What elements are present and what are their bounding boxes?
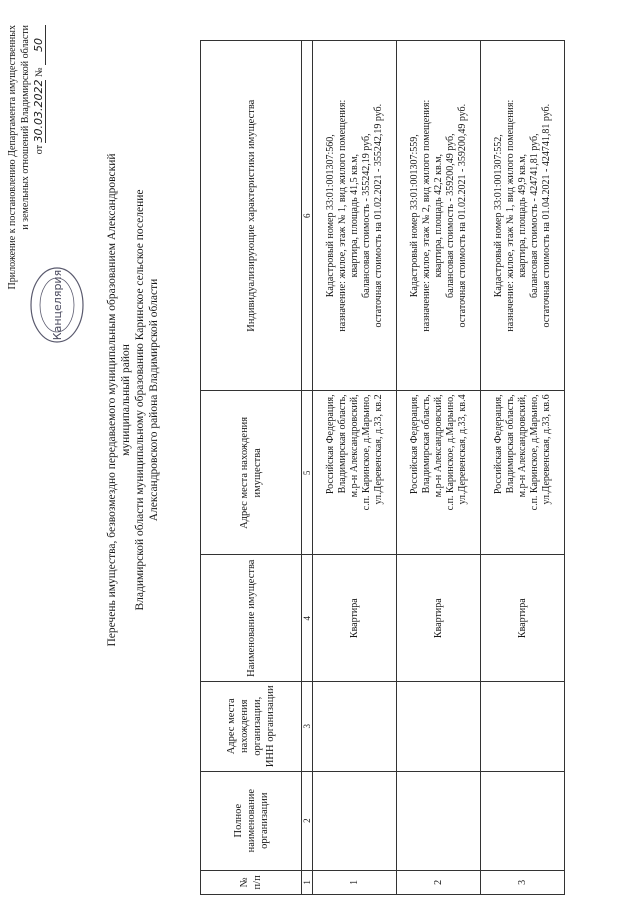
row-org-address — [481, 681, 565, 771]
address-line: ул.Деревенская, д.33, кв.6 — [540, 394, 552, 505]
column-number: 6 — [302, 41, 313, 391]
row-characteristics — [313, 41, 397, 391]
table-row — [397, 41, 481, 895]
characteristic-line: назначение: жилое, этаж № 1, вид жилого помещения: — [336, 99, 348, 332]
column-number-row — [302, 41, 313, 895]
characteristic-line: балансовая стоимость - 355242,19 руб, — [360, 133, 372, 298]
row-org-name — [481, 771, 565, 870]
row-property-address — [481, 391, 565, 555]
appendix-number-prefix: № — [34, 67, 45, 78]
row-property-address — [313, 391, 397, 555]
address-line: м.р-н Александровский, — [348, 394, 360, 498]
property-table — [200, 40, 565, 895]
header-property-address: Адрес места нахождения имущества — [201, 391, 302, 555]
title-line-3: Александровского района Владимирской области — [148, 278, 160, 522]
address-line: м.р-н Александровский, — [432, 394, 444, 498]
characteristic-line: остаточная стоимость на 01.02.2021 - 359200,49 руб. — [456, 103, 468, 328]
row-org-address — [397, 681, 481, 771]
address-line: Владимирская область, — [504, 394, 516, 494]
row-characteristics — [397, 41, 481, 391]
appendix-line-1: Приложение к постановлению Департамента имущественных — [7, 25, 18, 290]
stamp-text: Канцелярия — [51, 269, 64, 341]
characteristic-line: балансовая стоимость - 424741,81 руб, — [528, 133, 540, 298]
characteristic-line: квартира, площадь 42,2 кв.м, — [432, 153, 444, 278]
title-line-1: Перечень имущества, безвозмездно передаваемого муниципальным образованием Александровский муниципальный район — [106, 153, 132, 647]
row-property-name: Квартира — [313, 555, 397, 682]
row-property-address — [397, 391, 481, 555]
characteristic-line: остаточная стоимость на 01.04.2021 - 424741,81 руб. — [540, 103, 552, 328]
row-index: 2 — [397, 870, 481, 894]
characteristic-line: назначение: жилое, этаж № 1, вид жилого помещения: — [504, 99, 516, 332]
address-line: Российская Федерация, — [408, 394, 420, 495]
header-org-name: Полное наименование организации — [201, 771, 302, 870]
appendix-date: 30.03.2022 — [32, 79, 45, 143]
header-characteristics: Индивидуализирующие характеристики имущества — [201, 41, 302, 391]
address-line: Российская Федерация, — [492, 394, 504, 495]
appendix-date-prefix: от — [34, 145, 45, 155]
characteristic-line: назначение: жилое, этаж № 2, вид жилого помещения: — [420, 99, 432, 332]
appendix-line-2: и земельных отношений Владимирской области — [20, 25, 31, 230]
row-index: 3 — [481, 870, 565, 894]
title-line-2: Владимирской области муниципальному образованию Каринское сельское поселение — [134, 189, 146, 611]
header-property-name: Наименование имущества — [201, 555, 302, 682]
address-line: ул.Деревенская, д.33, кв.2 — [372, 394, 384, 505]
column-number: 4 — [302, 555, 313, 682]
row-property-name: Квартира — [397, 555, 481, 682]
address-line: Российская Федерация, — [324, 394, 336, 495]
address-line: с.п. Каринское, д.Марьино, — [360, 394, 372, 511]
row-characteristics — [481, 41, 565, 391]
office-stamp — [28, 265, 86, 345]
characteristic-line: Кадастровый номер 33:01:001307:552, — [492, 134, 504, 298]
column-number: 3 — [302, 681, 313, 771]
table-header-row — [201, 41, 302, 895]
table-row — [313, 41, 397, 895]
characteristic-line: Кадастровый номер 33:01:001307:560, — [324, 134, 336, 298]
column-number: 2 — [302, 771, 313, 870]
document-title — [105, 120, 161, 680]
row-org-name — [313, 771, 397, 870]
header-org-address: Адрес места нахождения организации, ИНН организации — [201, 681, 302, 771]
address-line: ул.Деревенская, д.33, кв.4 — [456, 394, 468, 505]
row-org-name — [397, 771, 481, 870]
appendix-number: 50 — [32, 25, 46, 65]
row-property-name: Квартира — [481, 555, 565, 682]
row-org-address — [313, 681, 397, 771]
characteristic-line: Кадастровый номер 33:01:001307:559, — [408, 134, 420, 298]
characteristic-line: квартира, площадь 49,9 кв.м, — [516, 153, 528, 278]
header-index: № п/п — [201, 870, 302, 894]
characteristic-line: балансовая стоимость - 359200,49 руб, — [444, 133, 456, 298]
address-line: с.п. Каринское, д.Марьино, — [444, 394, 456, 511]
table-row — [481, 41, 565, 895]
address-line: м.р-н Александровский, — [516, 394, 528, 498]
column-number: 1 — [302, 870, 313, 894]
column-number: 5 — [302, 391, 313, 555]
address-line: Владимирская область, — [420, 394, 432, 494]
address-line: Владимирская область, — [336, 394, 348, 494]
characteristic-line: квартира, площадь 41,5 кв.м, — [348, 153, 360, 278]
row-index: 1 — [313, 870, 397, 894]
characteristic-line: остаточная стоимость на 01.02.2021 - 355242,19 руб. — [372, 103, 384, 328]
address-line: с.п. Каринское, д.Марьино, — [528, 394, 540, 511]
